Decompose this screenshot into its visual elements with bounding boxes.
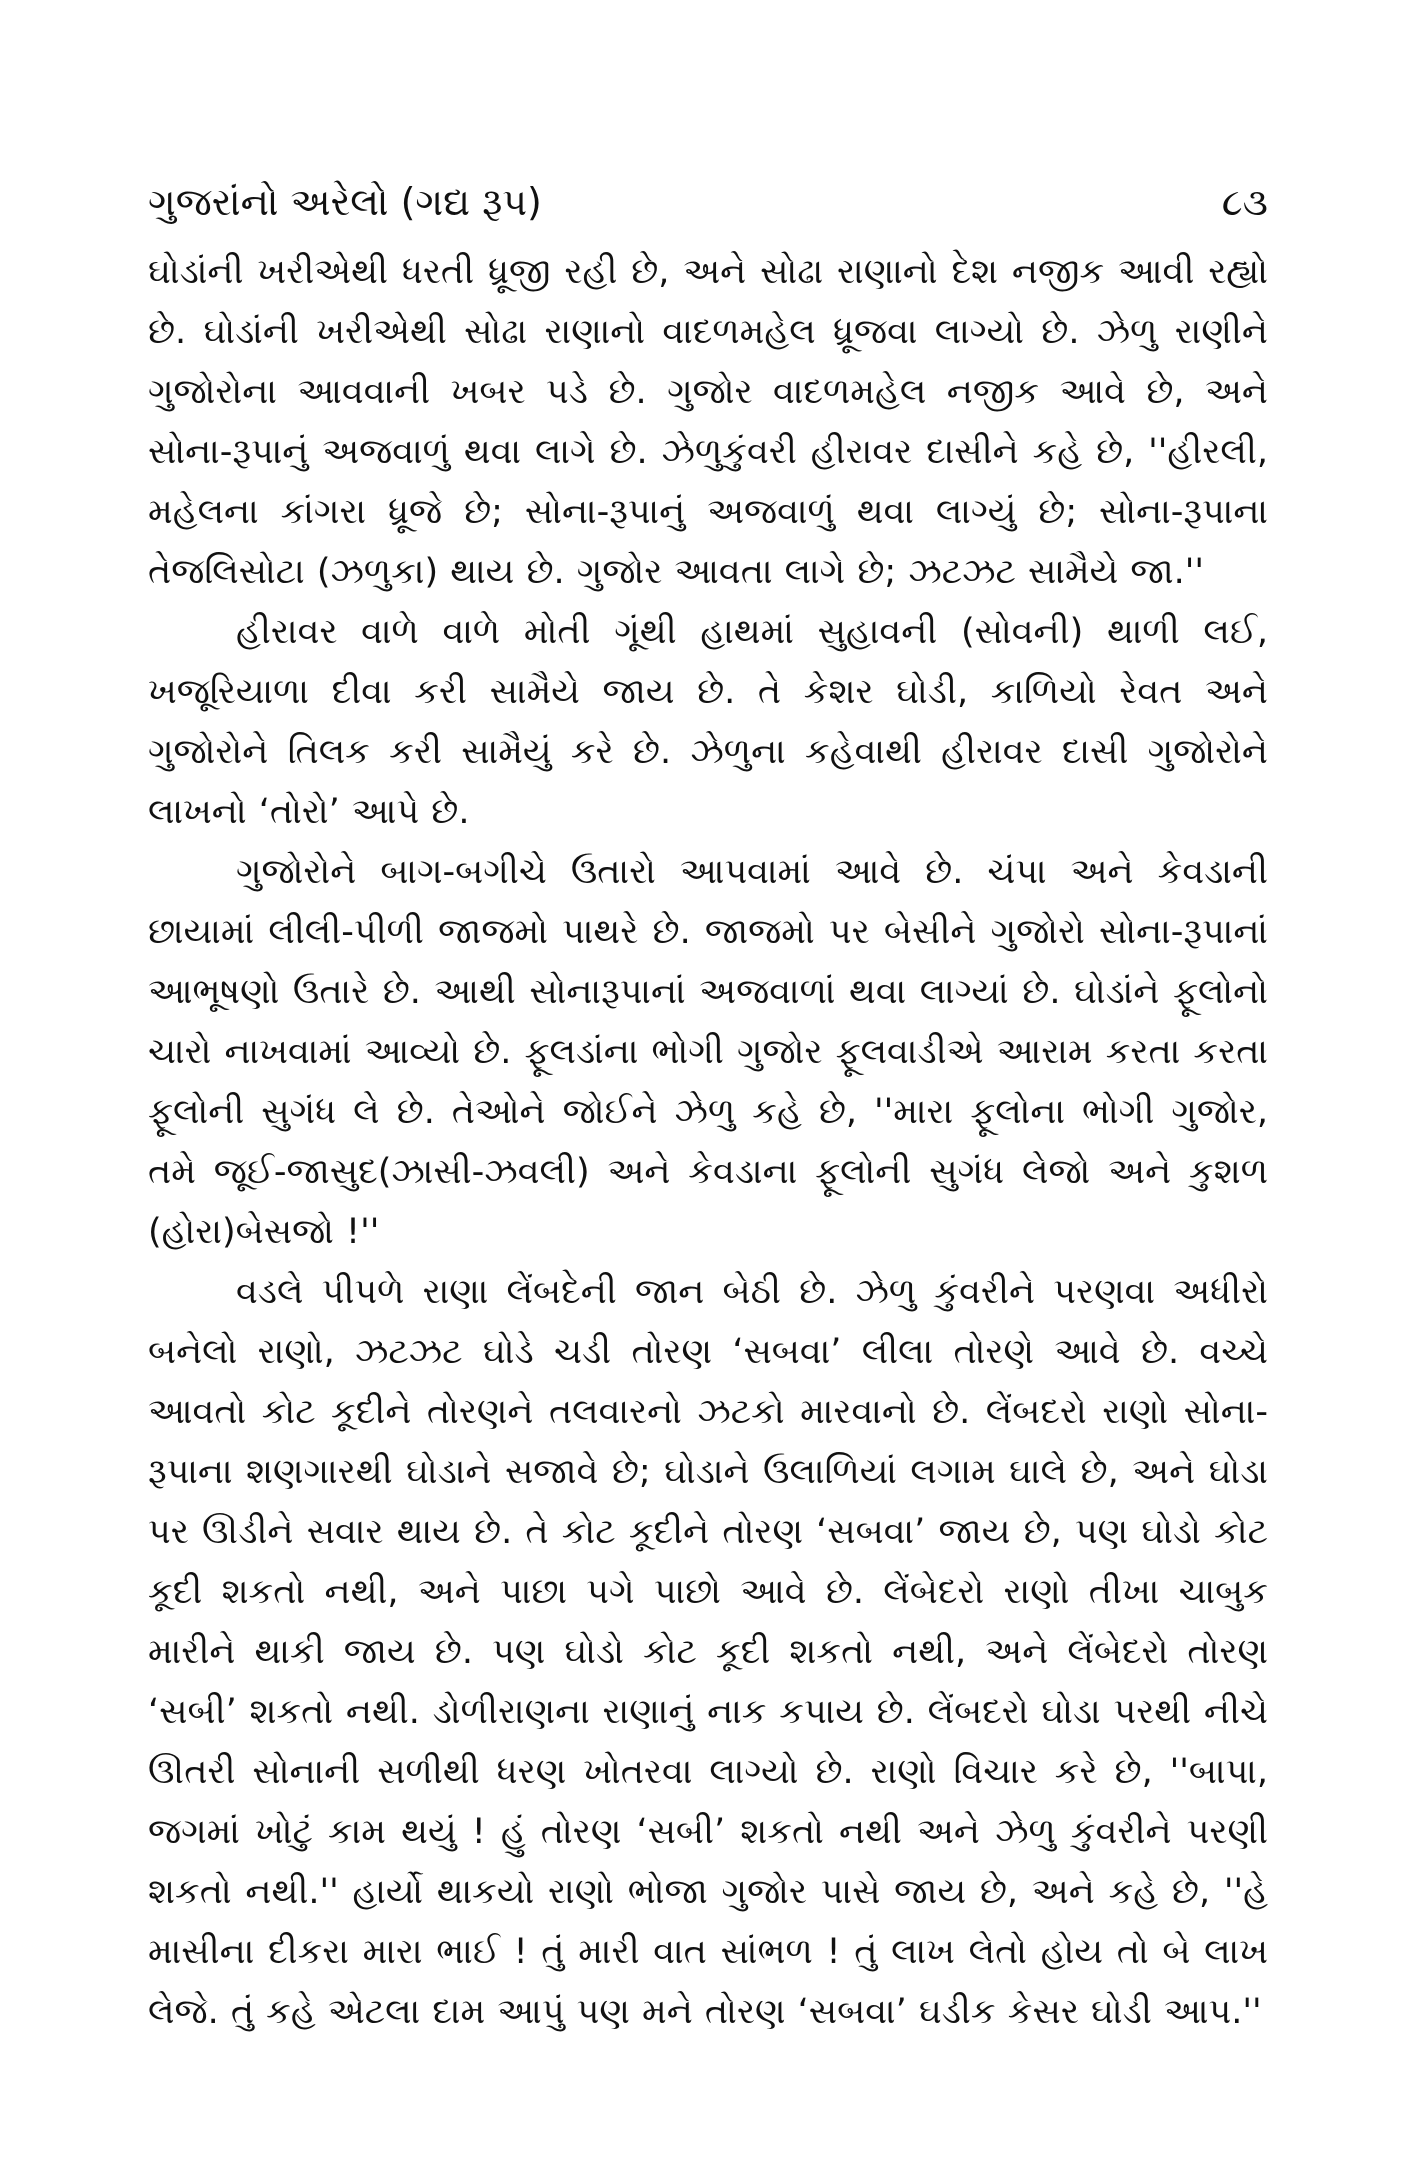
body-text [148,242,1268,2042]
book-page [148,172,1268,2042]
paragraph-1: ઘોડાંની ખરીએથી ધરતી ધ્રૂજી રહી છે, અને સોઢા રાણાનો દેશ નજીક આવી રહ્યો છે. ઘોડાંની ખરીએથી સોઢા રાણાનો વાદળમહેલ ધ્રૂજવા લાગ્યો છે. ઝેળુ રાણીને ગુજોરોના આવવાની ખબર પડે છે. ગુજોર વાદળમહેલ નજીક આવે છે, અને સોના-રૂપાનું અજવાળું થવા લાગે છે. ઝેળુકુંવરી હીરાવર દાસીને કહે છે, ''હીરલી, મહેલના કાંગરા ધ્રૂજે છે; સોના-રૂપાનું અજવાળું થવા લાગ્યું છે; સોના-રૂપાના તેજલિસોટા (ઝળુકા) થાય છે. ગુજોર આવતા લાગે છે; ઝટઝટ સામૈયે જા.'' [148,252,1268,592]
running-head [148,172,1268,232]
paragraph-4: વડલે પીપળે રાણા લેંબદેની જાન બેઠી છે. ઝેળુ કુંવરીને પરણવા અધીરો બનેલો રાણો, ઝટઝટ ઘોડે ચડી તોરણ ‘સબવા’ લીલા તોરણે આવે છે. વચ્ચે આવતો કોટ કૂદીને તોરણને તલવારનો ઝટકો મારવાનો છે. લેંબદરો રાણો સોના-રૂપાના શણગારથી ઘોડાને સજાવે છે; ઘોડાને ઉલાળિયાં લગામ ઘાલે છે, અને ઘોડા પર ઊડીને સવાર થાય છે. તે કોટ કૂદીને તોરણ ‘સબવા’ જાય છે, પણ ઘોડો કોટ કૂદી શકતો નથી, અને પાછા પગે પાછો આવે છે. લેંબેદરો રાણો તીખા ચાબુક મારીને થાકી જાય છે. પણ ઘોડો કોટ કૂદી શકતો નથી, અને લેંબેદરો તોરણ ‘સબી’ શકતો નથી. ડોળીરાણના રાણાનું નાક કપાય છે. લેંબદરો ઘોડા પરથી નીચે ઊતરી સોનાની સળીથી ધરણ ખોતરવા લાગ્યો છે. રાણો વિચાર કરે છે, ''બાપા, જગમાં ખોટું કામ થયું ! હું તોરણ ‘સબી’ શકતો નથી અને ઝેળુ કુંવરીને પરણી શકતો નથી.'' હાર્યો થાકયો રાણો ભોજા ગુજોર પાસે જાય છે, અને કહે છે, ''હે માસીના દીકરા મારા ભાઈ ! તું મારી વાત સાંભળ ! તું લાખ લેતો હોય તો બે લાખ લેજે. તું કહે એટલા દામ આપું પણ મને તોરણ ‘સબવા’ ઘડીક કેસર ઘોડી આપ.'' [148,1272,1268,2032]
paragraph-2: હીરાવર વાળે વાળે મોતી ગૂંથી હાથમાં સુહાવની (સોવની) થાળી લઈ, ખજૂરિયાળા દીવા કરી સામૈયે જાય છે. તે કેશર ઘોડી, કાળિયો રેવત અને ગુજોરોને તિલક કરી સામૈયું કરે છે. ઝેળુના કહેવાથી હીરાવર દાસી ગુજોરોને લાખનો ‘તોરો’ આપે છે. [148,612,1268,832]
page-number: ૮૩ [1221,180,1268,224]
chapter-title: ગુજરાંનો અરેલો (ગદ્ય રૂપ) [148,180,542,224]
paragraph-3: ગુજોરોને બાગ-બગીચે ઉતારો આપવામાં આવે છે. ચંપા અને કેવડાની છાયામાં લીલી-પીળી જાજમો પાથરે છે. જાજમો પર બેસીને ગુજોરો સોના-રૂપાનાં આભૂષણો ઉતારે છે. આથી સોનારૂપાનાં અજવાળાં થવા લાગ્યાં છે. ઘોડાંને ફૂલોનો ચારો નાખવામાં આવ્યો છે. ફૂલડાંના ભોગી ગુજોર ફૂલવાડીએ આરામ કરતા કરતા ફૂલોની સુગંધ લે છે. તેઓને જોઈને ઝેળુ કહે છે, ''મારા ફૂલોના ભોગી ગુજોર, તમે જૂઈ-જાસુદ(ઝાસી-ઝવલી) અને કેવડાના ફૂલોની સુગંધ લેજો અને કુશળ (હોરા)બેસજો !'' [148,852,1268,1252]
